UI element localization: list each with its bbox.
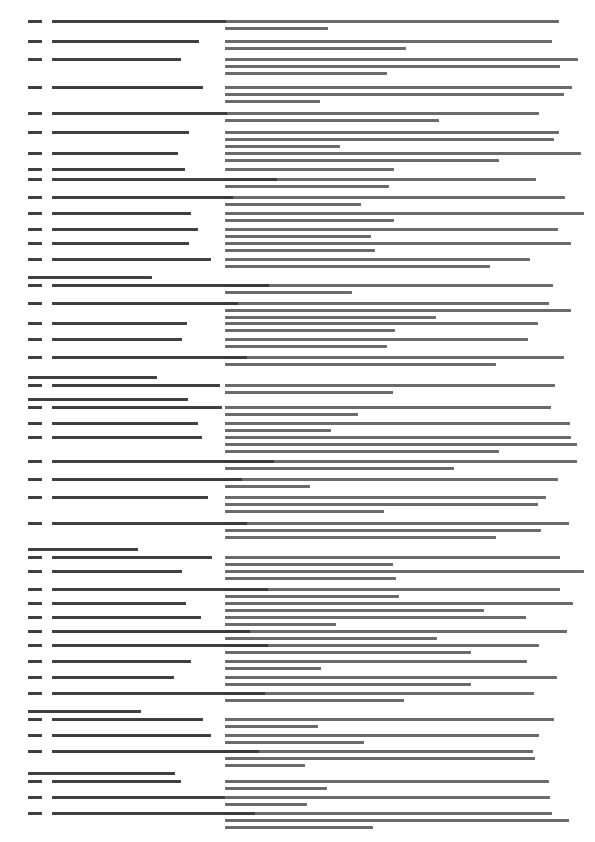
row-number xyxy=(28,660,42,663)
row-number xyxy=(28,196,42,199)
item-description xyxy=(225,780,549,783)
item-description xyxy=(225,291,352,294)
row-number xyxy=(28,556,42,559)
row-number xyxy=(28,58,42,61)
row-number xyxy=(28,86,42,89)
item-description xyxy=(225,750,533,753)
section-heading xyxy=(28,398,188,401)
item-description xyxy=(225,242,571,245)
item-description xyxy=(225,718,554,721)
item-description xyxy=(225,570,584,573)
item-description xyxy=(225,58,578,61)
item-description xyxy=(225,609,484,612)
section-heading xyxy=(28,376,157,379)
item-description xyxy=(225,391,393,394)
item-description xyxy=(225,510,384,513)
row-number xyxy=(28,570,42,573)
item-description xyxy=(225,734,539,737)
item-description xyxy=(225,563,393,566)
item-description xyxy=(225,699,404,702)
item-description xyxy=(225,40,552,43)
item-name xyxy=(52,478,242,481)
row-number xyxy=(28,356,42,359)
row-number xyxy=(28,644,42,647)
item-description xyxy=(225,309,571,312)
row-number xyxy=(28,338,42,341)
item-description xyxy=(225,450,499,453)
item-description xyxy=(225,152,581,155)
item-description xyxy=(225,496,546,499)
row-number xyxy=(28,602,42,605)
section-heading xyxy=(28,548,138,551)
item-name xyxy=(52,322,187,325)
row-number xyxy=(28,676,42,679)
item-name xyxy=(52,422,198,425)
item-description xyxy=(225,429,331,432)
item-description xyxy=(225,112,539,115)
item-description xyxy=(225,20,559,23)
item-description xyxy=(225,219,394,222)
row-number xyxy=(28,780,42,783)
item-name xyxy=(52,242,189,245)
row-number xyxy=(28,284,42,287)
row-number xyxy=(28,812,42,815)
row-number xyxy=(28,228,42,231)
item-description xyxy=(225,86,572,89)
item-description xyxy=(225,284,553,287)
row-number xyxy=(28,406,42,409)
item-description xyxy=(225,322,538,325)
item-description xyxy=(225,258,530,261)
item-description xyxy=(225,329,395,332)
item-description xyxy=(225,826,373,829)
row-number xyxy=(28,258,42,261)
item-description xyxy=(225,159,499,162)
item-description xyxy=(225,356,564,359)
item-description xyxy=(225,529,541,532)
item-description xyxy=(225,178,536,181)
item-description xyxy=(225,819,569,822)
row-number xyxy=(28,168,42,171)
item-name xyxy=(52,660,191,663)
item-description xyxy=(225,577,396,580)
row-number xyxy=(28,630,42,633)
item-name xyxy=(52,228,198,231)
item-description xyxy=(225,131,559,134)
item-description xyxy=(225,72,387,75)
item-name xyxy=(52,356,247,359)
item-name xyxy=(52,384,220,387)
row-number xyxy=(28,112,42,115)
item-description xyxy=(225,660,527,663)
item-description xyxy=(225,556,560,559)
item-description xyxy=(225,119,439,122)
item-description xyxy=(225,787,327,790)
item-name xyxy=(52,86,203,89)
item-description xyxy=(225,168,394,171)
item-name xyxy=(52,152,178,155)
item-description xyxy=(225,796,550,799)
row-number xyxy=(28,616,42,619)
item-description xyxy=(225,683,471,686)
row-number xyxy=(28,588,42,591)
item-description xyxy=(225,384,555,387)
item-description xyxy=(225,406,551,409)
item-name xyxy=(52,20,226,23)
item-description xyxy=(225,595,399,598)
item-name xyxy=(52,522,247,525)
item-name xyxy=(52,796,225,799)
item-description xyxy=(225,65,560,68)
item-description xyxy=(225,725,318,728)
item-name xyxy=(52,556,212,559)
item-description xyxy=(225,667,321,670)
item-description xyxy=(225,478,558,481)
item-description xyxy=(225,803,307,806)
item-description xyxy=(225,413,358,416)
item-description xyxy=(225,651,471,654)
row-number xyxy=(28,152,42,155)
item-name xyxy=(52,196,233,199)
item-description xyxy=(225,588,560,591)
item-description xyxy=(225,812,552,815)
item-name xyxy=(52,338,182,341)
row-number xyxy=(28,384,42,387)
item-name xyxy=(52,676,174,679)
item-description xyxy=(225,443,577,446)
item-description xyxy=(225,27,328,30)
row-number xyxy=(28,20,42,23)
item-name xyxy=(52,302,238,305)
item-description xyxy=(225,196,565,199)
row-number xyxy=(28,734,42,737)
item-description xyxy=(225,741,364,744)
item-description xyxy=(225,93,564,96)
item-description xyxy=(225,185,389,188)
item-name xyxy=(52,406,222,409)
row-number xyxy=(28,302,42,305)
item-name xyxy=(52,168,185,171)
row-number xyxy=(28,178,42,181)
item-description xyxy=(225,145,340,148)
item-description xyxy=(225,616,526,619)
item-name xyxy=(52,212,191,215)
item-name xyxy=(52,436,202,439)
item-description xyxy=(225,47,406,50)
item-description xyxy=(225,138,554,141)
item-description xyxy=(225,503,538,506)
item-description xyxy=(225,203,361,206)
item-description xyxy=(225,228,558,231)
item-description xyxy=(225,536,496,539)
item-name xyxy=(52,58,181,61)
item-description xyxy=(225,235,371,238)
item-description xyxy=(225,338,528,341)
row-number xyxy=(28,131,42,134)
item-name xyxy=(52,570,182,573)
row-number xyxy=(28,522,42,525)
item-name xyxy=(52,602,186,605)
row-number xyxy=(28,460,42,463)
row-number xyxy=(28,496,42,499)
item-description xyxy=(225,623,336,626)
row-number xyxy=(28,436,42,439)
row-number xyxy=(28,796,42,799)
item-description xyxy=(225,345,387,348)
item-description xyxy=(225,692,534,695)
row-number xyxy=(28,322,42,325)
item-description xyxy=(225,764,305,767)
item-description xyxy=(225,644,539,647)
item-description xyxy=(225,460,577,463)
section-heading xyxy=(28,710,141,713)
item-description xyxy=(225,676,557,679)
item-name xyxy=(52,258,211,261)
item-description xyxy=(225,363,496,366)
item-name xyxy=(52,496,208,499)
item-name xyxy=(52,780,181,783)
row-number xyxy=(28,478,42,481)
item-name xyxy=(52,616,201,619)
item-description xyxy=(225,100,320,103)
section-heading xyxy=(28,772,175,775)
item-description xyxy=(225,422,570,425)
row-number xyxy=(28,422,42,425)
item-description xyxy=(225,302,549,305)
item-name xyxy=(52,131,189,134)
item-description xyxy=(225,602,573,605)
row-number xyxy=(28,718,42,721)
row-number xyxy=(28,40,42,43)
item-name xyxy=(52,40,199,43)
item-description xyxy=(225,265,490,268)
item-description xyxy=(225,630,567,633)
item-name xyxy=(52,718,203,721)
item-description xyxy=(225,436,571,439)
item-description xyxy=(225,522,569,525)
row-number xyxy=(28,212,42,215)
item-name xyxy=(52,630,250,633)
row-number xyxy=(28,242,42,245)
item-name xyxy=(52,112,227,115)
item-description xyxy=(225,637,437,640)
item-description xyxy=(225,485,310,488)
item-name xyxy=(52,734,211,737)
item-description xyxy=(225,757,535,760)
item-description xyxy=(225,212,584,215)
row-number xyxy=(28,750,42,753)
row-number xyxy=(28,692,42,695)
item-description xyxy=(225,249,375,252)
section-heading xyxy=(28,276,152,279)
item-description xyxy=(225,467,454,470)
item-description xyxy=(225,316,436,319)
